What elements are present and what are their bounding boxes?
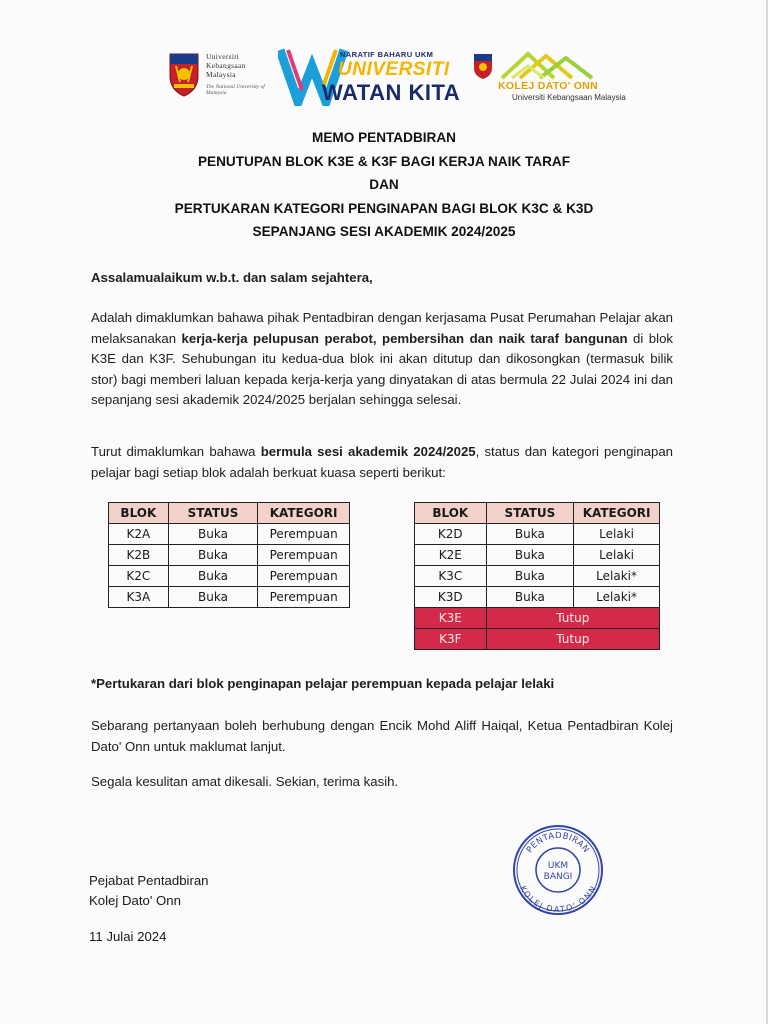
table-row — [109, 524, 350, 545]
table-row — [415, 566, 660, 587]
cell-status: Buka — [168, 587, 258, 608]
right-block-table — [414, 502, 660, 650]
memo-subject-line-1: PENUTUPAN BLOK K3E & K3F BAGI KERJA NAIK TARAF — [197, 153, 571, 169]
paragraph-2-text: Turut dimaklumkan bahawa — [91, 444, 261, 459]
signoff-office: Pejabat Pentadbiran — [89, 873, 209, 888]
uwk-line-1: UNIVERSITI — [338, 59, 450, 80]
uwk-line-2: WATAN KITA — [322, 80, 461, 105]
table-row — [109, 566, 350, 587]
cell-kategori: Lelaki — [574, 545, 660, 566]
ukm-wordmark — [206, 52, 246, 79]
header-kategori: KATEGORI — [258, 503, 350, 524]
cell-blok: K2C — [109, 566, 169, 587]
cell-blok: K2E — [415, 545, 487, 566]
cell-status: Buka — [486, 587, 574, 608]
header-blok: BLOK — [415, 503, 487, 524]
ukm-tagline: The National University of Malaysia — [206, 84, 265, 96]
cell-blok: K2A — [109, 524, 169, 545]
kolej-dato-onn-logo — [472, 48, 626, 106]
cell-status: Buka — [168, 566, 258, 587]
cell-status-closed: Tutup — [486, 608, 659, 629]
table-row — [415, 524, 660, 545]
cell-status: Buka — [168, 545, 258, 566]
header-status: STATUS — [486, 503, 574, 524]
svg-text:PENTADBIRAN — [525, 831, 591, 855]
kdo-name: KOLEJ DATO' ONN — [498, 80, 598, 92]
footnote: *Pertukaran dari blok penginapan pelajar perempuan kepada pelajar lelaki — [91, 676, 555, 691]
greeting: Assalamualaikum w.b.t. dan salam sejahtera, — [91, 270, 373, 285]
ukm-line-3: Malaysia — [206, 70, 236, 79]
cell-blok: K3F — [415, 629, 487, 650]
header-kategori: KATEGORI — [574, 503, 660, 524]
stamp-center-1: UKM — [547, 861, 569, 871]
ukm-logo — [166, 48, 274, 106]
universiti-watan-kita-logo — [278, 44, 468, 106]
memo-subject-conjunction: DAN — [369, 177, 399, 192]
signoff — [89, 871, 209, 911]
cell-kategori: Lelaki* — [574, 566, 660, 587]
memo-subject-line-2: PERTUKARAN KATEGORI PENGINAPAN BAGI BLOK K3C & K3D — [174, 200, 594, 216]
uwk-top-text: NARATIF BAHARU UKM — [340, 50, 434, 59]
kdo-subtitle: Universiti Kebangsaan Malaysia — [512, 93, 626, 102]
cell-blok: K3D — [415, 587, 487, 608]
cell-blok: K2B — [109, 545, 169, 566]
closed-block-row — [415, 608, 660, 629]
paragraph-2-bold: bermula sesi akademik 2024/2025 — [260, 444, 476, 459]
paragraph-1 — [91, 308, 673, 411]
paragraph-1-bold: kerja-kerja pelupusan perabot, pembersihan dan naik taraf bangunan — [181, 330, 628, 346]
header-blok: BLOK — [109, 503, 169, 524]
cell-status-closed: Tutup — [486, 629, 659, 650]
cell-kategori: Lelaki — [574, 524, 660, 545]
cell-kategori: Perempuan — [258, 524, 350, 545]
cell-status: Buka — [486, 566, 574, 587]
header-status: STATUS — [168, 503, 258, 524]
cell-kategori: Perempuan — [258, 587, 350, 608]
memo-subject-line-3: SEPANJANG SESI AKADEMIK 2024/2025 — [252, 224, 516, 239]
svg-text:KOLEJ DATO' ONN — [518, 884, 598, 914]
signoff-college: Kolej Dato' Onn — [89, 893, 181, 908]
stamp-center-2: BANGI — [543, 872, 573, 882]
roof-mark-icon — [498, 50, 598, 80]
table-header-row — [109, 503, 350, 524]
stamp-ring-top: PENTADBIRAN — [524, 830, 592, 856]
cell-status: Buka — [486, 545, 574, 566]
cell-kategori: Perempuan — [258, 545, 350, 566]
table-row — [109, 587, 350, 608]
paragraph-2 — [91, 442, 673, 483]
cell-status: Buka — [168, 524, 258, 545]
cell-blok: K2D — [415, 524, 487, 545]
cell-kategori: Perempuan — [258, 566, 350, 587]
paragraph-1-text-end: di blok K3E dan K3F. Sehubungan itu kedua-dua blok ini akan ditutup dan dikosongkan (termasuk bilik stor) bagi memberi laluan kepada kerja-kerja yang dinyatakan di atas bermula 22 Julai 2024 ini dan sepanjang sesi akademik 2024/2025 berjalan sehingga selesai. — [91, 330, 673, 407]
table-row — [109, 545, 350, 566]
stamp-ring-bottom: KOLEJ DATO' ONN — [518, 884, 598, 915]
paragraph-4: Segala kesulitan amat dikesali. Sekian, terima kasih. — [91, 774, 399, 789]
official-stamp — [512, 824, 604, 916]
paragraph-3: Sebarang pertanyaan boleh berhubung dengan Encik Mohd Aliff Haiqal, Ketua Pentadbiran Kolej Dato' Onn untuk maklumat lanjut. — [91, 718, 673, 754]
cell-kategori: Lelaki* — [574, 587, 660, 608]
left-block-table — [108, 502, 350, 608]
paragraph-2-text-end: , status dan kategori penginapan pelajar bagi setiap blok adalah berkuat kuasa seperti berikut: — [91, 444, 673, 480]
header-logos — [166, 44, 626, 110]
ukm-line-1: Universiti — [206, 52, 239, 61]
table-header-row — [415, 503, 660, 524]
cell-blok: K3A — [109, 587, 169, 608]
cell-blok: K3C — [415, 566, 487, 587]
closed-block-row — [415, 629, 660, 650]
table-row — [415, 545, 660, 566]
ukm-crest-icon — [166, 50, 202, 98]
paragraph-1-text: Adalah dimaklumkan bahawa pihak Pentadbiran dengan kerjasama Pusat Perumahan Pelajar akan melaksanakan — [91, 310, 673, 346]
cell-status: Buka — [486, 524, 574, 545]
table-row — [415, 587, 660, 608]
ukm-line-2: Kebangsaan — [206, 61, 246, 70]
kdo-crest-icon — [472, 52, 494, 80]
memo-date: 11 Julai 2024 — [89, 929, 167, 944]
memo-title-block — [0, 126, 768, 244]
memo-title: MEMO PENTADBIRAN — [312, 130, 456, 145]
cell-blok: K3E — [415, 608, 487, 629]
